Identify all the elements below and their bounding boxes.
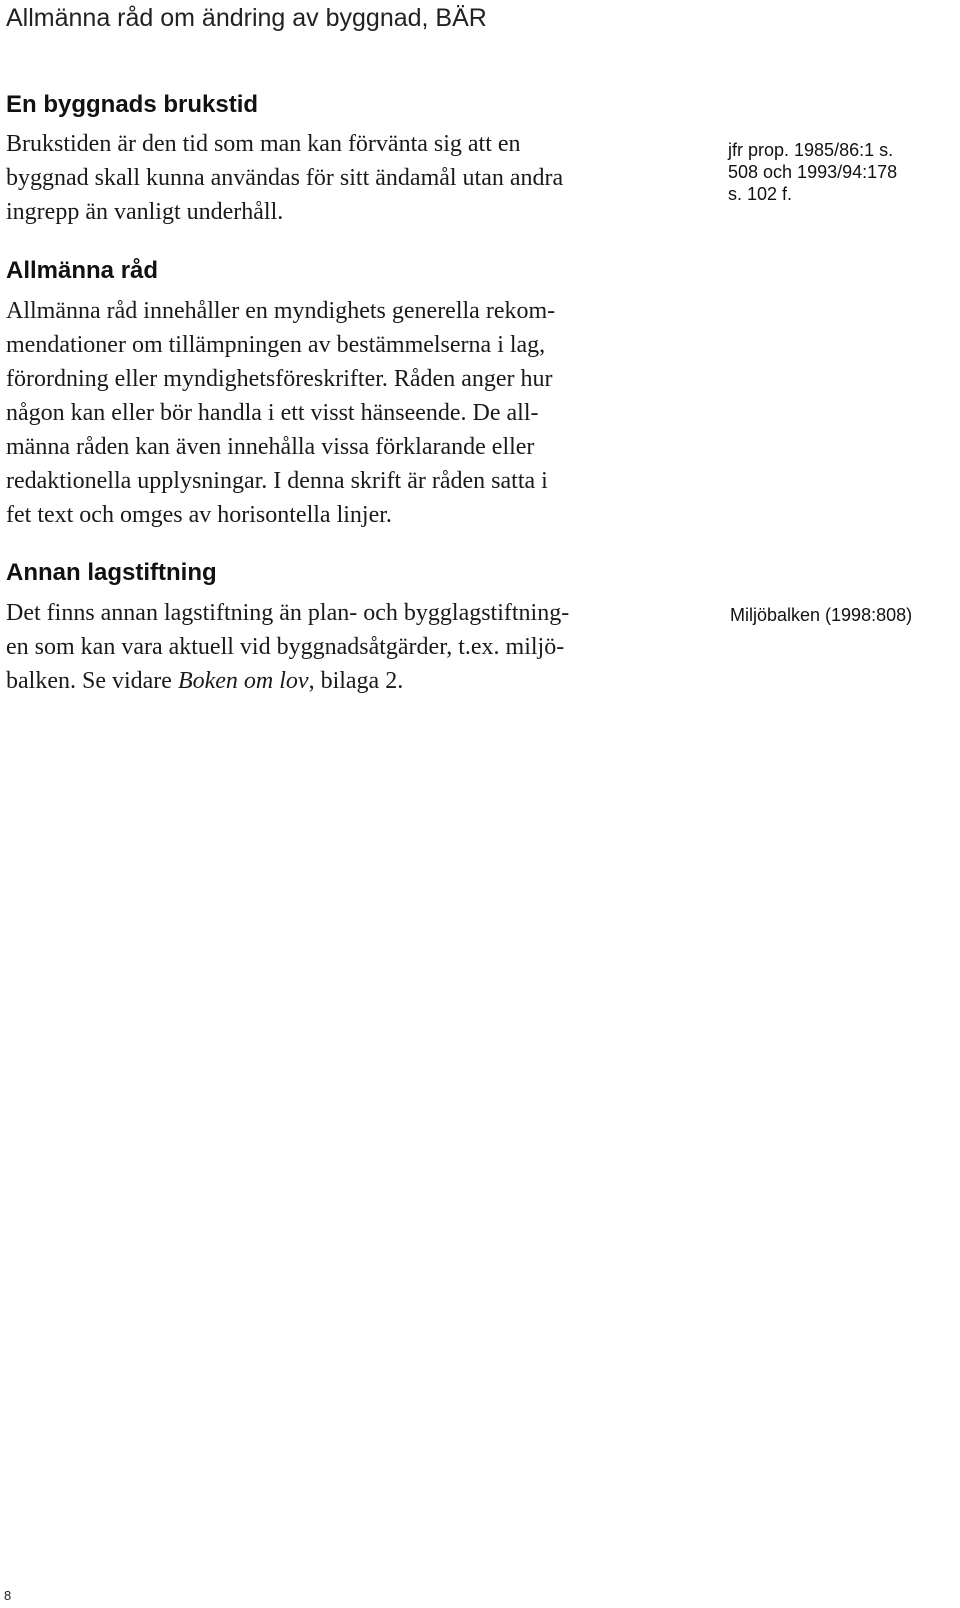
body-line: förordning eller myndighetsföreskrifter. Råden anger hur bbox=[6, 366, 553, 392]
body-line: Allmänna råd innehåller en myndighets generella rekom- bbox=[6, 298, 556, 324]
margin-note-reference bbox=[728, 139, 897, 205]
section-heading-brukstid: En byggnads brukstid bbox=[6, 91, 259, 118]
body-line: fet text och omges av horisontella linjer. bbox=[6, 502, 392, 528]
margin-note-line: s. 102 f. bbox=[728, 184, 793, 204]
body-line: Det finns annan lagstiftning än plan- och bygglagstiftning- bbox=[6, 600, 570, 626]
section-body-brukstid bbox=[6, 127, 563, 229]
section-body-annan-lagstiftning bbox=[6, 596, 569, 698]
body-line-with-italic bbox=[6, 664, 569, 698]
margin-note-line: Miljöbalken (1998:808) bbox=[730, 605, 913, 625]
margin-note-line: jfr prop. 1985/86:1 s. bbox=[728, 140, 894, 160]
body-line: Brukstiden är den tid som man kan förvänta sig att en bbox=[6, 131, 521, 157]
body-text-segment: , bilaga 2. bbox=[308, 668, 404, 694]
body-line: byggnad skall kunna användas för sitt ändamål utan andra bbox=[6, 165, 564, 191]
body-text-segment: balken. Se vidare bbox=[6, 668, 178, 694]
body-line: någon kan eller bör handla i ett visst hänseende. De all- bbox=[6, 400, 539, 426]
margin-note-miljobalken bbox=[730, 604, 912, 626]
section-heading-allmanna-rad: Allmänna råd bbox=[6, 257, 159, 284]
body-line: mendationer om tillämpningen av bestämmelserna i lag, bbox=[6, 332, 546, 358]
body-line: männa råden kan även innehålla vissa förklarande eller bbox=[6, 434, 535, 460]
body-line: en som kan vara aktuell vid byggnadsåtgärder, t.ex. miljö- bbox=[6, 634, 565, 660]
book-title-italic: Boken om lov bbox=[177, 668, 309, 694]
page-number: 8 bbox=[4, 1588, 12, 1603]
page-header-title: Allmänna råd om ändring av byggnad, BÄR bbox=[6, 4, 487, 32]
body-line: redaktionella upplysningar. I denna skrift är råden satta i bbox=[6, 468, 548, 494]
section-body-allmanna-rad bbox=[6, 294, 555, 532]
section-heading-annan-lagstiftning: Annan lagstiftning bbox=[6, 559, 217, 586]
margin-note-line: 508 och 1993/94:178 bbox=[728, 162, 898, 182]
body-line: ingrepp än vanligt underhåll. bbox=[6, 199, 284, 225]
